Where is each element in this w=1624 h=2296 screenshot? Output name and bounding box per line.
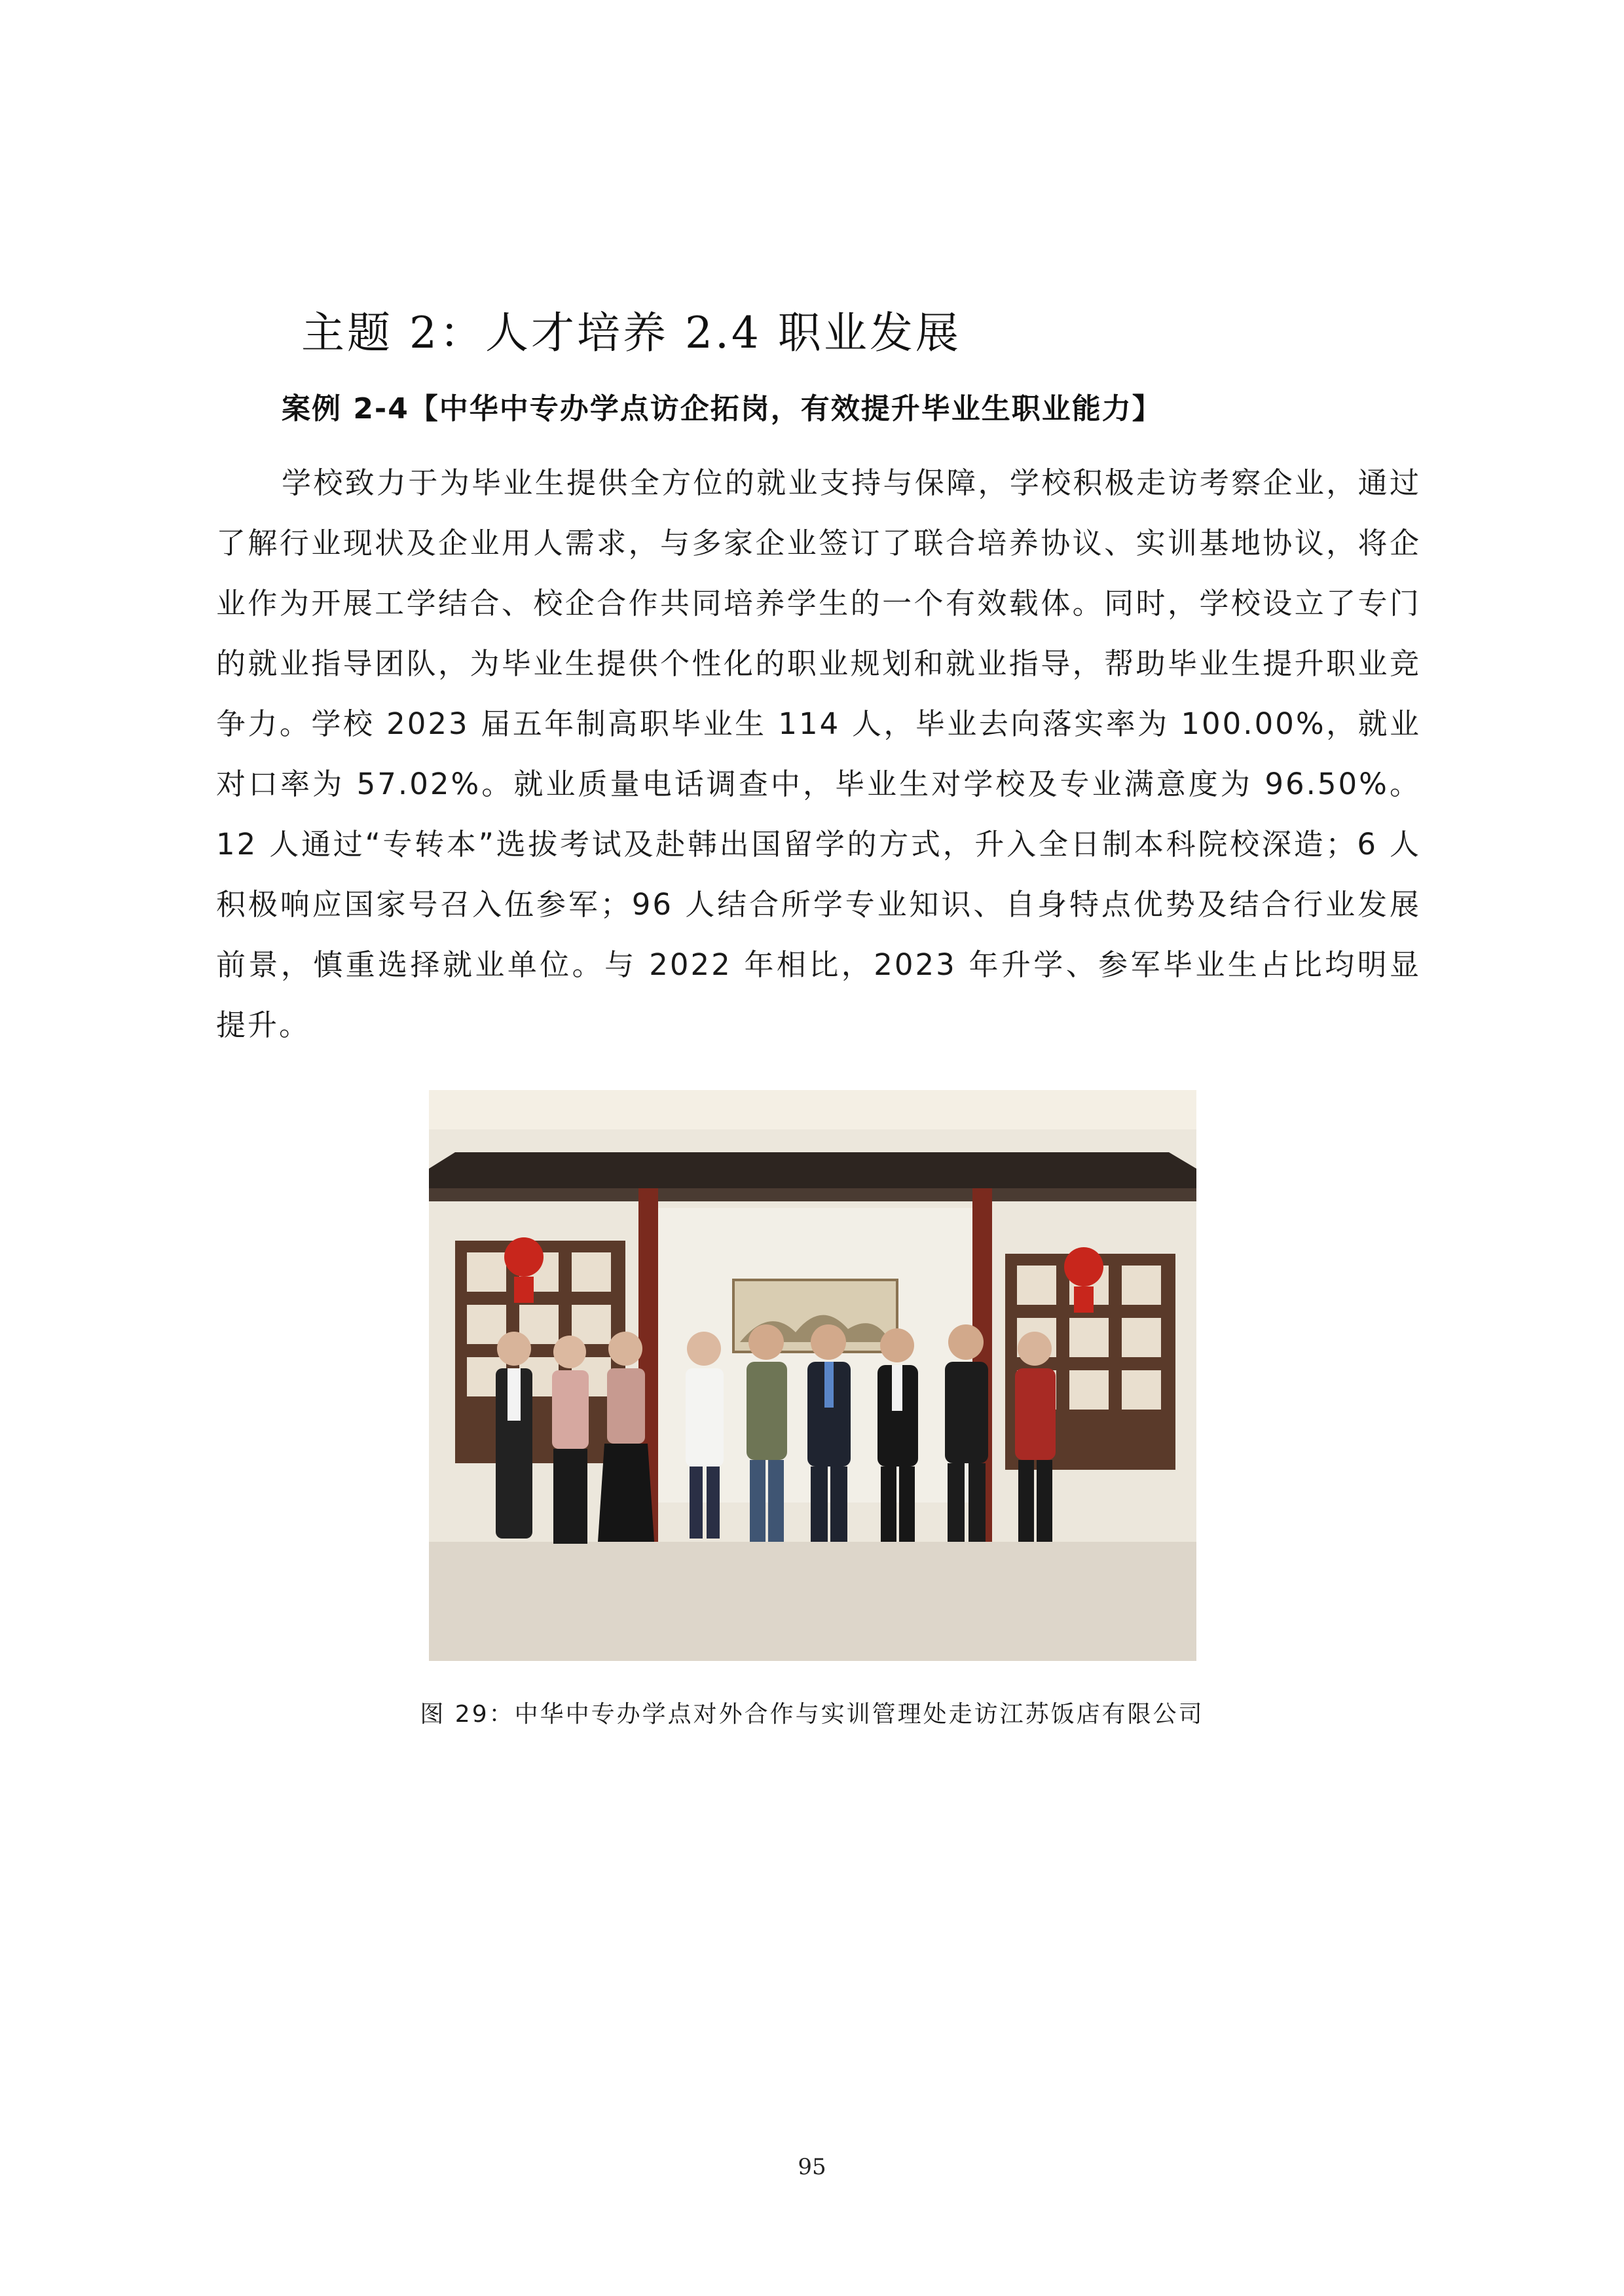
body-paragraph: 学校致力于为毕业生提供全方位的就业支持与保障，学校积极走访考察企业，通过了解行业现状及企业用人需求，与多家企业签订了联合培养协议、实训基地协议，将企业作为开展工学结合、校企合作共同培养学生的一个有效载体。同时，学校设立了专门的就业指导团队，为毕业生提供个性化的职业规划和就业指导，帮助毕业生提升职业竞争力。学校 2023 届五年制高职毕业生 114 人，毕业去向落实率为 100.00%，就业对口率为 57.02%。就业质量电话调查中，毕业生对学校及专业满意度为 96.50%。12 人通过“专转本”选拔考试及赴韩出国留学的方式，升入全日制本科院校深造；6 人积极响应国家号召入伍参军；96 人结合所学专业知识、自身特点优势及结合行业发展前景，慎重选择就业单位。与 2022 年相比，2023 年升学、参军毕业生占比均明显提升。 bbox=[216, 465, 1421, 1042]
section-title: 主题 2：人才培养 2.4 职业发展 bbox=[301, 308, 961, 358]
page-number: 95 bbox=[798, 2154, 826, 2180]
case-title: 案例 2-4【中华中专办学点访企拓岗，有效提升毕业生职业能力】 bbox=[282, 392, 1162, 426]
group-photo bbox=[429, 1090, 1196, 1661]
figure-caption: 图 29：中华中专办学点对外合作与实训管理处走访江苏饭店有限公司 bbox=[420, 1701, 1204, 1728]
